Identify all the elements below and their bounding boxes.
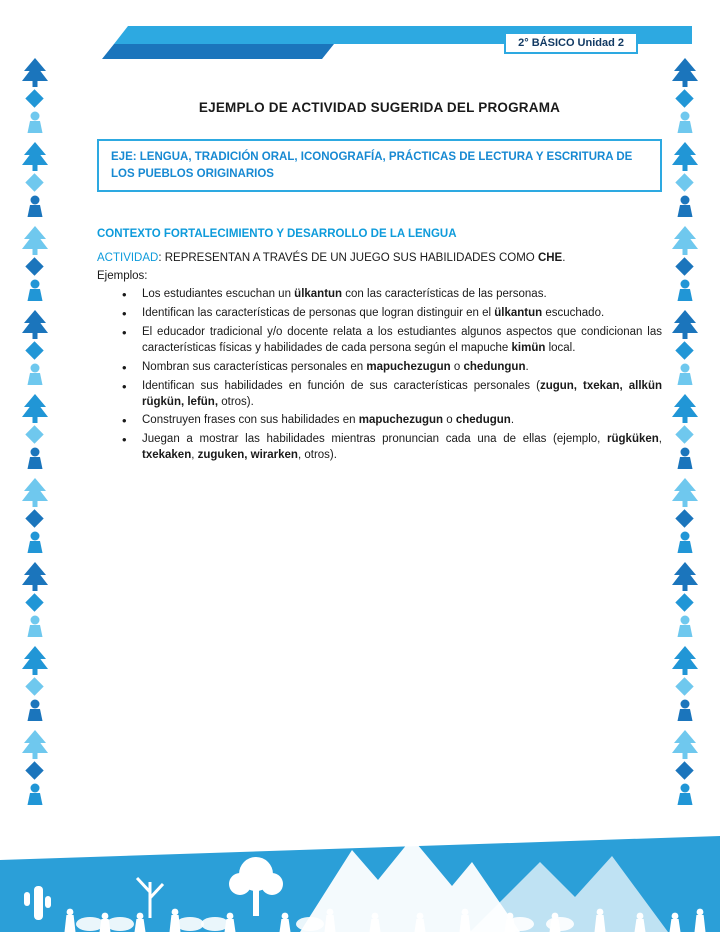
unit-badge-label: 2° BÁSICO Unidad 2 xyxy=(518,37,624,49)
activity-bold-word: CHE xyxy=(537,252,563,265)
page-title: EJEMPLO DE ACTIVIDAD SUGERIDA DEL PROGRAMA xyxy=(198,100,561,115)
example-bullet: • Identifican las características de personas que logran distinguir en el ülkantun escuchado. xyxy=(120,306,662,322)
example-bullet: • Construyen frases con sus habilidades en mapuchezugun o chedugun. xyxy=(120,413,662,429)
bottom-landscape-decoration xyxy=(0,820,720,932)
eje-text: EJE: LENGUA, TRADICIÓN ORAL, ICONOGRAFÍA, PRÁCTICAS DE LECTURA Y ESCRITURA DE LOS PUEBLOS ORIGINARIOS xyxy=(111,151,633,180)
examples-list xyxy=(97,287,662,464)
example-bullet: • El educador tradicional y/o docente relata a los estudiantes algunos aspectos que condicionan las características físicas y habilidades de cada persona según el mapuche kimün local. xyxy=(120,325,662,357)
activity-label: ACTIVIDAD xyxy=(97,252,159,265)
activity-period: . xyxy=(562,252,566,265)
right-ornament-border xyxy=(668,58,702,818)
example-bullet: • Nombran sus características personales en mapuchezugun o chedungun. xyxy=(120,360,662,376)
document-content xyxy=(97,100,662,467)
left-ornament-border xyxy=(18,58,52,818)
unit-badge xyxy=(504,32,638,54)
example-bullet: • Identifican sus habilidades en función de sus características personales (zugun, txekan, allkün rügkün, lefün, otros). xyxy=(120,379,662,411)
example-bullet: • Juegan a mostrar las habilidades mientras pronuncian cada una de ellas (ejemplo, rügküken, txekaken, zuguken, wirarken, otros). xyxy=(120,432,662,464)
activity-text: : REPRESENTAN A TRAVÉS DE UN JUEGO SUS HABILIDADES COMO xyxy=(158,252,538,265)
examples-label: Ejemplos: xyxy=(97,270,148,283)
context-heading: CONTEXTO FORTALECIMIENTO Y DESARROLLO DE LA LENGUA xyxy=(97,228,457,241)
example-bullet: • Los estudiantes escuchan un ülkantun con las características de las personas. xyxy=(120,287,662,303)
eje-box xyxy=(97,139,662,192)
activity-line xyxy=(97,252,662,264)
